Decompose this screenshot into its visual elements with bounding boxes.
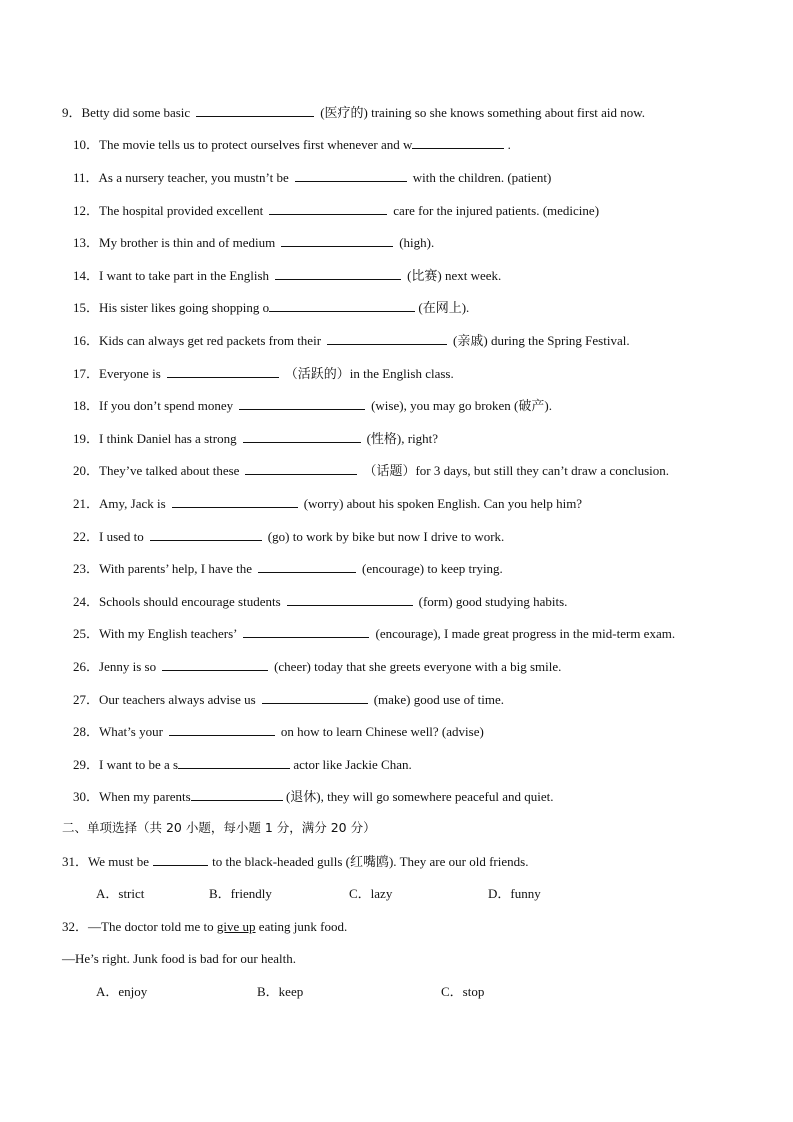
question-text-before: I think Daniel has a strong [99,431,237,446]
answer-blank[interactable] [167,365,279,378]
question-number: 13． [73,235,100,250]
question-row [73,299,469,316]
question-number: 12． [73,203,100,218]
question-text-after: (encourage) to keep trying. [362,561,503,576]
question-text-after: (wise), you may go broken (破产). [371,398,552,413]
question-row [73,593,567,610]
question-number: 23． [73,561,100,576]
question-text-after: (医疗的) training so she knows something about first aid now. [320,105,646,120]
question-text-after: (make) good use of time. [373,692,505,707]
question-number: 25． [73,626,100,641]
question-text-after: (go) to work by bike but now I drive to work. [267,529,505,544]
question-32 [62,919,347,935]
question-text-after: (worry) about his spoken English. Can you help him? [303,496,583,511]
answer-blank[interactable] [258,560,356,573]
question-number: 19． [73,431,100,446]
question-number: 22． [73,529,100,544]
question-text-after: (比赛) next week. [407,268,502,283]
question-number: 18． [73,398,100,413]
answer-blank[interactable] [287,593,413,606]
question-text-before: Our teachers always advise us [99,692,256,707]
question-text-after: (encourage), I made great progress in the mid-term exam. [375,626,676,641]
answer-blank[interactable] [243,430,361,443]
question-row [73,528,504,545]
question-text-before: They’ve talked about these [99,463,240,478]
question-number: 9． [62,105,82,120]
question-text-before: Everyone is [99,366,161,381]
question-text-before: What’s your [99,724,163,739]
question-text-after: （话题）for 3 days, but still they can’t draw a conclusion. [363,463,670,478]
option-c[interactable]: C．lazy [349,886,393,901]
question-number: 10． [73,137,100,152]
question-row [73,202,599,219]
answer-blank[interactable] [269,202,387,215]
question-row [73,723,484,740]
question-text-before: Betty did some basic [81,105,191,120]
answer-blank[interactable] [191,788,283,801]
question-text-before: The movie tells us to protect ourselves first whenever and w [99,137,413,152]
question-31 [62,853,528,870]
option-a[interactable]: A．strict [96,886,145,901]
question-number: 21． [73,496,100,511]
answer-blank[interactable] [269,299,415,312]
question-32-reply: —He’s right. Junk food is bad for our health. [62,951,296,966]
question-text-before: Jenny is so [99,659,157,674]
option-d[interactable]: D．funny [488,886,541,901]
question-number: 27． [73,692,100,707]
answer-blank[interactable] [262,691,368,704]
answer-blank[interactable] [162,658,268,671]
answer-blank[interactable] [243,625,369,638]
question-text-before: Schools should encourage students [99,594,281,609]
section-heading: 二、单项选择（共 20 小题，每小题 1 分，满分 20 分） [62,820,376,835]
question-number: 11． [73,170,99,185]
question-text-before: Kids can always get red packets from their [99,333,322,348]
question-text-after: (亲戚) during the Spring Festival. [453,333,630,348]
question-text-before: My brother is thin and of medium [99,235,276,250]
question-row [73,691,504,708]
question-row [73,136,511,153]
option-a[interactable]: A．enjoy [96,984,148,999]
answer-blank[interactable] [178,756,290,769]
question-text-after: actor like Jackie Chan. [293,757,412,772]
question-number: 31． [62,854,89,869]
question-text-after: （活跃的）in the English class. [284,366,454,381]
question-row [62,104,645,121]
question-text-after: (cheer) today that she greets everyone with a big smile. [274,659,562,674]
question-row [73,462,669,479]
answer-blank[interactable] [172,495,298,508]
question-text-after: (high). [399,235,435,250]
question-text-before: As a nursery teacher, you mustn’t be [98,170,289,185]
answer-blank[interactable] [196,104,314,117]
question-text-after: on how to learn Chinese well? (advise) [280,724,484,739]
question-text-after: eating junk food. [258,919,348,934]
question-text-after: care for the injured patients. (medicine) [393,203,600,218]
question-text-before: With my English teachers’ [99,626,238,641]
question-text-before: His sister likes going shopping o [99,300,270,315]
question-text-after: (在网上). [418,300,470,315]
underlined-phrase: give up [216,919,256,934]
question-text-after: (退休), they will go somewhere peaceful and quiet. [285,789,554,804]
question-text-before: We must be [88,854,150,869]
question-text-before: I used to [99,529,144,544]
question-text-before: Amy, Jack is [99,496,166,511]
answer-blank[interactable] [327,332,447,345]
question-row [73,267,501,284]
question-number: 15． [73,300,100,315]
option-b[interactable]: B．friendly [209,886,272,901]
question-text-before: I want to be a s [99,757,179,772]
answer-blank[interactable] [153,853,208,866]
answer-blank[interactable] [245,462,357,475]
question-text-after: . [507,137,511,152]
question-number: 16． [73,333,100,348]
question-text-before: When my parents [99,789,191,804]
question-row [73,397,552,414]
question-row [73,625,675,642]
answer-blank[interactable] [275,267,401,280]
question-number: 20． [73,463,100,478]
question-text-before: If you don’t spend money [99,398,234,413]
question-text-before: I want to take part in the English [99,268,270,283]
answer-blank[interactable] [239,397,365,410]
option-b[interactable]: B．keep [257,984,304,999]
question-number: 17． [73,366,100,381]
question-row [73,365,454,382]
question-row [73,658,561,675]
answer-blank[interactable] [169,723,275,736]
answer-blank[interactable] [150,528,262,541]
question-row [73,788,553,805]
question-text-before: The hospital provided excellent [99,203,264,218]
question-number: 28． [73,724,100,739]
question-row [73,234,434,251]
question-text-before: —The doctor told me to [88,919,214,934]
question-text-before: With parents’ help, I have the [99,561,253,576]
question-row [73,495,582,512]
answer-blank[interactable] [412,136,504,149]
question-row [73,430,438,447]
answer-blank[interactable] [281,234,393,247]
question-number: 24． [73,594,100,609]
question-row [73,332,630,349]
question-row [73,756,412,773]
option-c[interactable]: C．stop [441,984,485,999]
question-text-after: with the children. (patient) [412,170,552,185]
question-number: 14． [73,268,100,283]
question-number: 30． [73,789,100,804]
question-number: 26． [73,659,100,674]
question-text-after: (form) good studying habits. [418,594,568,609]
question-row [73,560,503,577]
answer-blank[interactable] [295,169,407,182]
question-number: 29． [73,757,100,772]
question-text-after: to the black-headed gulls (红嘴鸥). They are our old friends. [212,854,529,869]
question-number: 32． [62,919,89,934]
question-row [73,169,551,186]
question-text-after: (性格), right? [366,431,439,446]
